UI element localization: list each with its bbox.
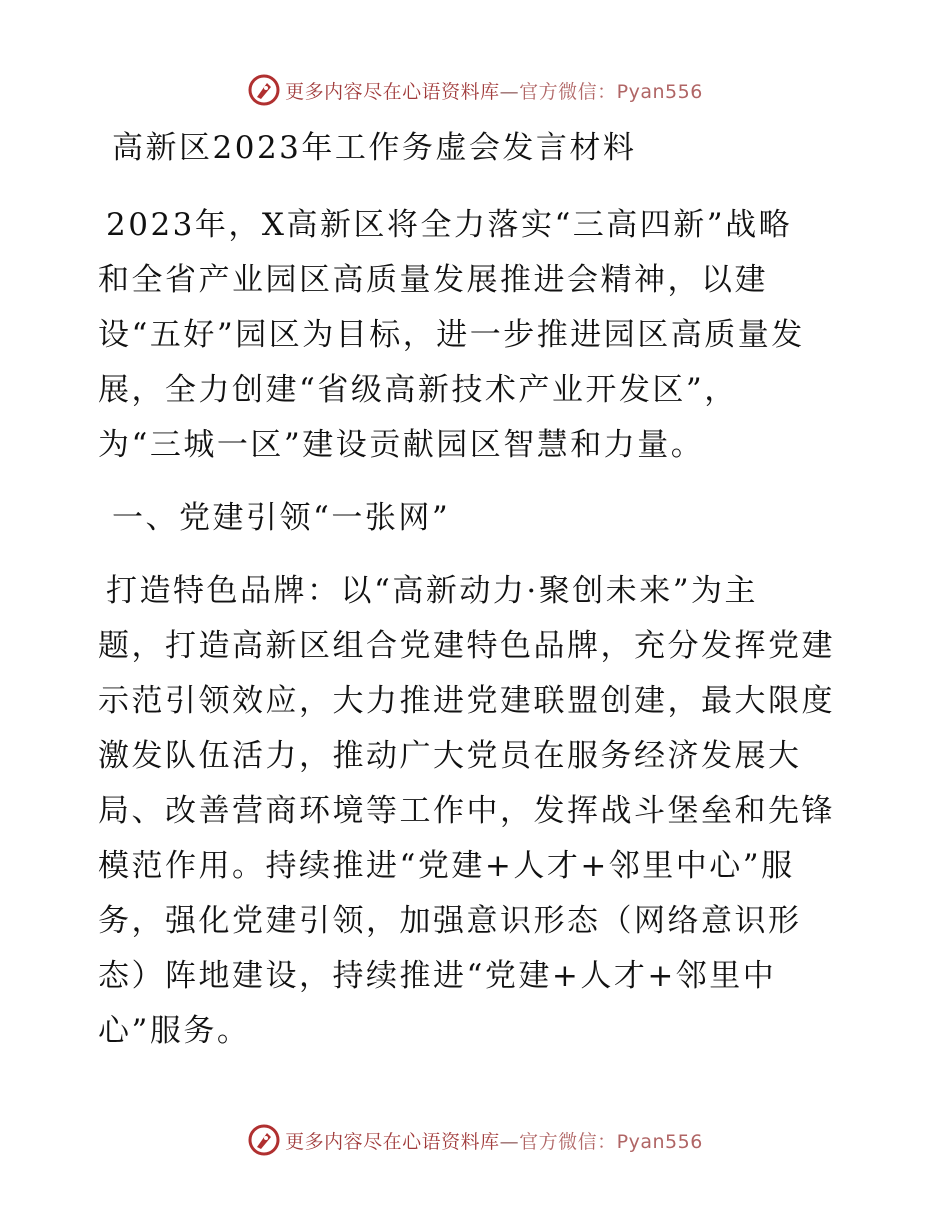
section-paragraph <box>98 564 858 1059</box>
footer-watermark <box>0 1120 950 1160</box>
header-watermark <box>0 70 950 110</box>
pen-nib-circle-icon <box>247 73 281 107</box>
watermark-main: 更多内容尽在心语资料库 <box>285 80 500 103</box>
paragraph-line: 为“三城一区”建设贡献园区智慧和力量。 <box>98 427 705 463</box>
intro-paragraph <box>98 198 858 473</box>
document-body <box>98 126 858 1059</box>
paragraph-line: 心”服务。 <box>98 1013 251 1049</box>
paragraph-line: 设“五好”园区为目标，进一步推进园区高质量发 <box>98 317 805 353</box>
paragraph-line: 题，打造高新区组合党建特色品牌，充分发挥党建 <box>98 628 835 664</box>
paragraph-line: 务，强化党建引领，加强意识形态（网络意识形 <box>98 903 802 939</box>
paragraph-line: 打造特色品牌：以“高新动力·聚创未来”为主 <box>106 573 759 609</box>
paragraph-line: 模范作用。持续推进“党建+人才+邻里中心”服 <box>98 848 795 884</box>
paragraph-line: 局、改善营商环境等工作中，发挥战斗堡垒和先锋 <box>98 793 835 829</box>
watermark-text <box>285 77 703 104</box>
watermark-separator: — <box>499 80 520 103</box>
watermark-text <box>285 1127 703 1154</box>
watermark-main: 更多内容尽在心语资料库 <box>285 1130 500 1153</box>
paragraph-line: 展，全力创建“省级高新技术产业开发区”， <box>98 372 738 408</box>
paragraph-line: 和全省产业园区高质量发展推进会精神，以建 <box>98 262 768 298</box>
watermark-separator: — <box>499 1130 520 1153</box>
paragraph-line: 2023年，X高新区将全力落实“三高四新”战略 <box>106 207 793 243</box>
section-heading: 一、党建引领“一张网” <box>112 500 451 536</box>
watermark-wechat: 官方微信：Pyan556 <box>519 80 703 103</box>
watermark-wechat: 官方微信：Pyan556 <box>519 1130 703 1153</box>
document-title: 高新区2023年工作务虚会发言材料 <box>112 130 637 166</box>
pen-nib-circle-icon <box>247 1123 281 1157</box>
paragraph-line: 示范引领效应，大力推进党建联盟创建，最大限度 <box>98 683 835 719</box>
paragraph-line: 态）阵地建设，持续推进“党建+人才+邻里中 <box>98 958 777 994</box>
paragraph-line: 激发队伍活力，推动广大党员在服务经济发展大 <box>98 738 802 774</box>
